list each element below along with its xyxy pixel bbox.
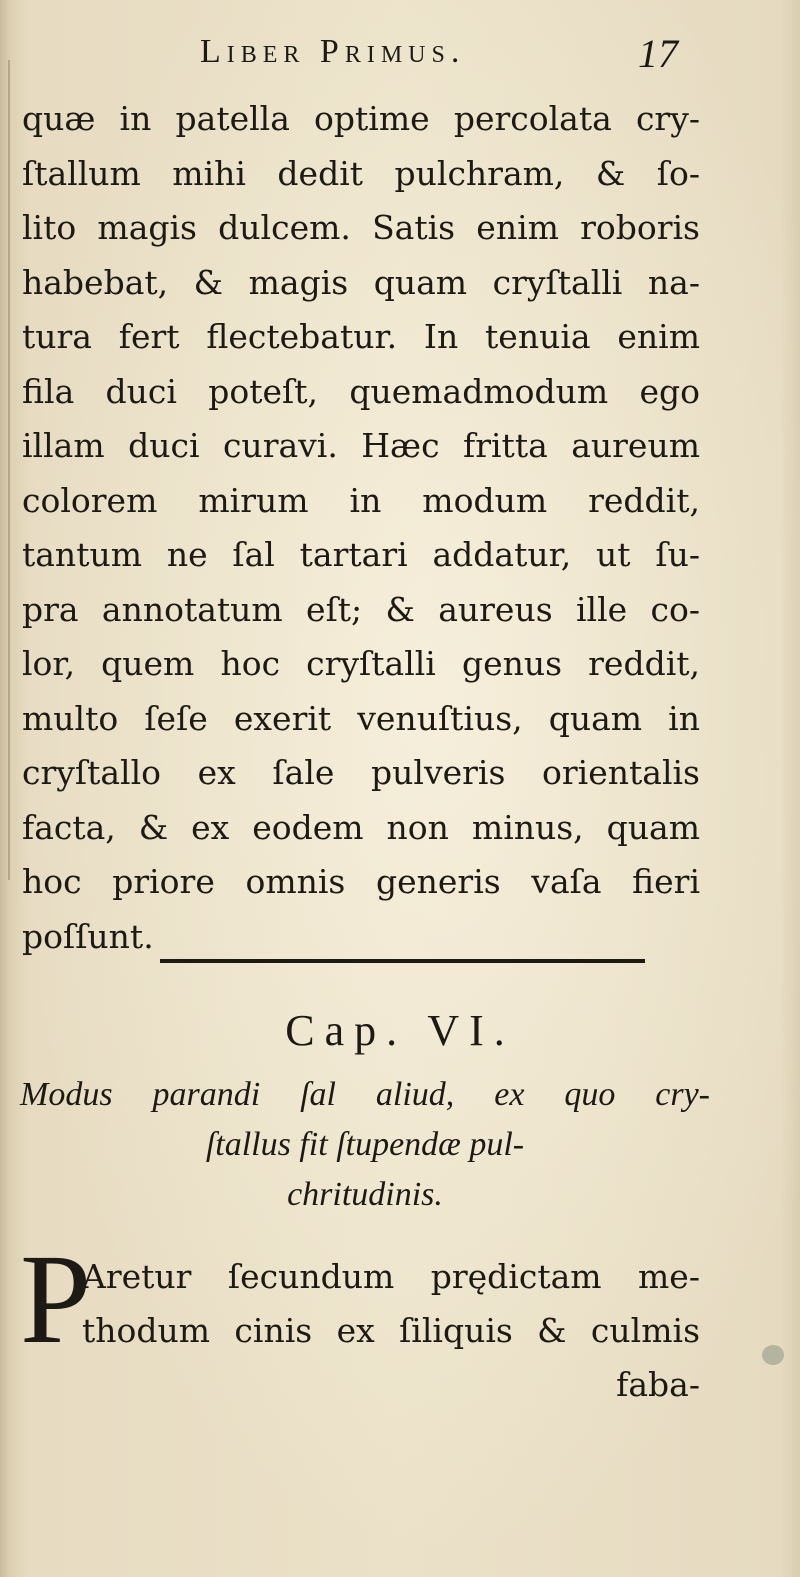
paragraph-2	[20, 1228, 700, 1450]
text-line: pra annotatum eſt; & aureus ille co-	[22, 589, 700, 629]
chapter-heading: Cap. VI.	[285, 1006, 515, 1055]
catchword-line: faba-	[616, 1365, 700, 1404]
text-line: Aretur ſecundum prędictam me-	[82, 1257, 700, 1296]
text-line: tura fert flectebatur. In tenuia enim	[22, 317, 700, 356]
text-line: poſſunt.	[22, 916, 154, 956]
chapter-title	[20, 1070, 710, 1220]
chapter-title-line: ſtallus fit ſtupendæ pul-	[205, 1126, 525, 1163]
drop-cap-initial: P	[20, 1228, 92, 1370]
text-line: lor, quem hoc cryſtalli genus reddit,	[22, 644, 700, 683]
text-line: tantum ne ſal tartari addatur, ut ſu-	[22, 535, 700, 574]
gutter-shadow	[8, 60, 10, 880]
text-line: hoc priore omnis generis vaſa fieri	[22, 862, 700, 901]
chapter-title-line: chritudinis.	[287, 1176, 443, 1213]
text-line: fila duci poteſt, quemadmodum ego	[22, 371, 700, 411]
text-line: illam duci curavi. Hæc fritta aureum	[22, 426, 700, 465]
running-title: Liber Primus.	[200, 33, 466, 70]
text-line: lito magis dulcem. Satis enim roboris	[22, 208, 700, 247]
text-line: thodum cinis ex ſiliquis & culmis	[82, 1311, 700, 1350]
text-line: cryſtallo ex ſale pulveris orientalis	[22, 753, 700, 792]
text-line: colorem mirum in modum reddit,	[22, 480, 700, 520]
text-line: habebat, & magis quam cryſtalli na-	[22, 262, 700, 302]
paper-stain	[762, 1345, 784, 1365]
text-line: quæ in patella optime percolata cry-	[22, 99, 700, 138]
text-line: multo ſeſe exerit venuſtius, quam in	[22, 698, 700, 738]
running-head	[0, 30, 800, 80]
chapter-title-line: Modus parandi ſal aliud, ex quo cry-	[20, 1076, 710, 1113]
paragraph-1	[22, 92, 700, 964]
text-line: facta, & ex eodem non minus, quam	[22, 807, 700, 847]
text-line: ſtallum mihi dedit pulchram, & ſo-	[22, 153, 700, 193]
page-number: 17	[638, 31, 678, 76]
section-divider-rule	[160, 959, 645, 963]
